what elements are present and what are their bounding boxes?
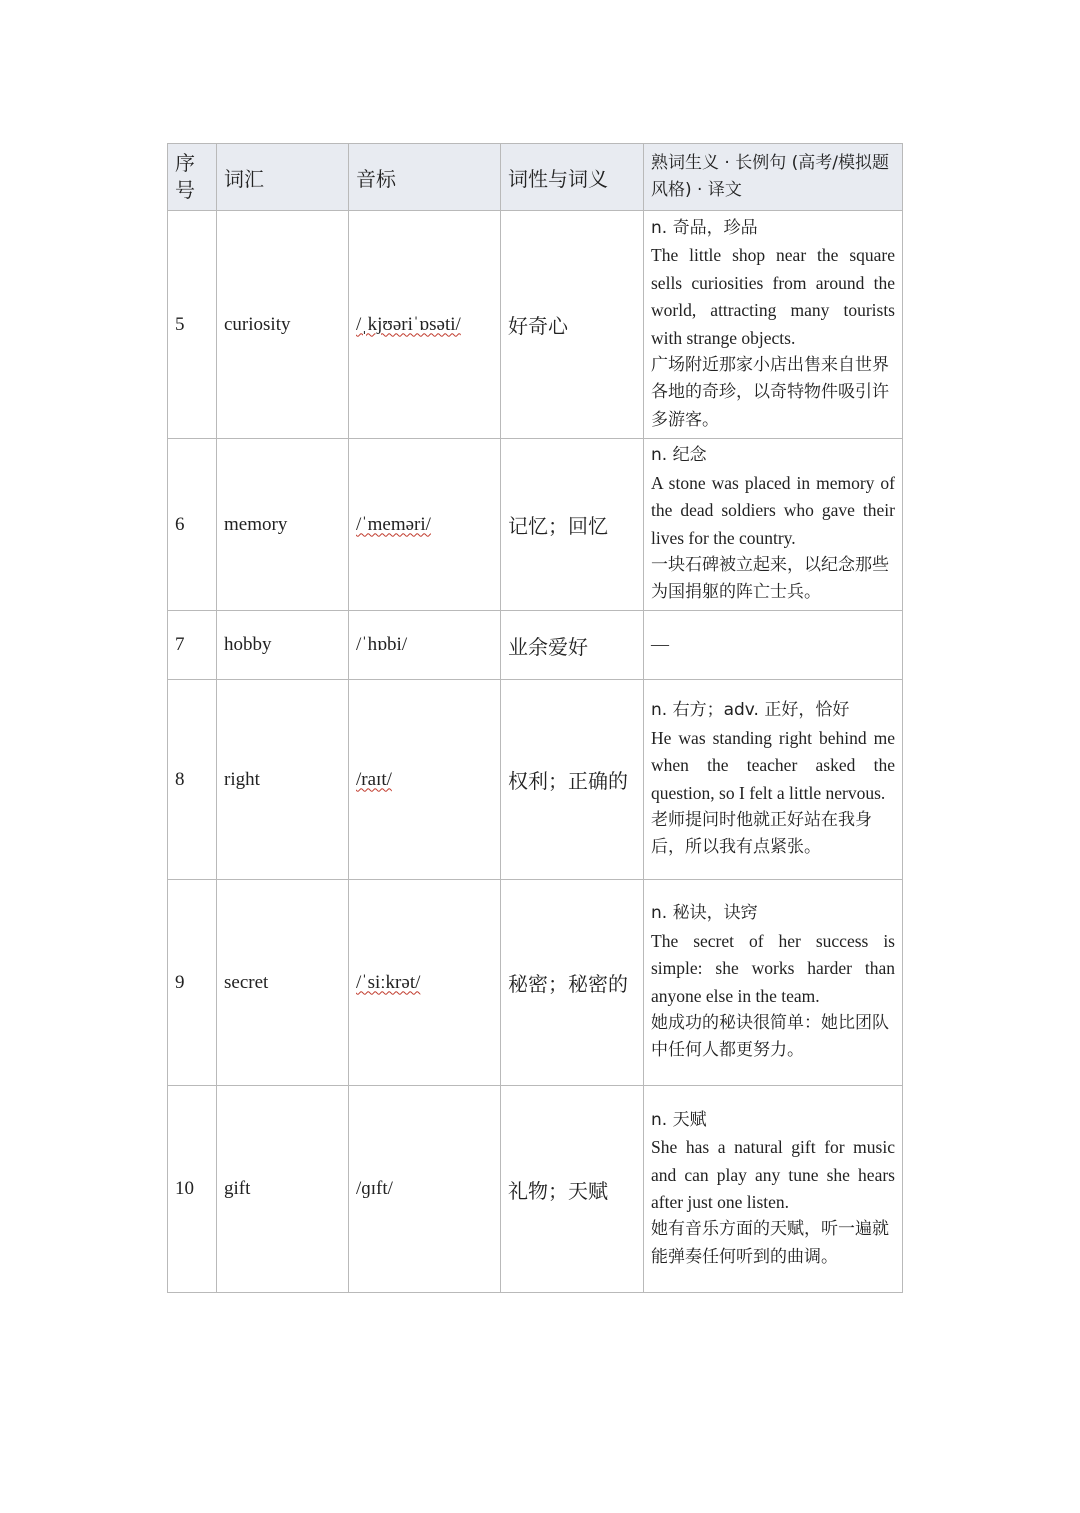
row-number: 10 bbox=[168, 1086, 217, 1293]
row-word: secret bbox=[217, 880, 349, 1086]
row-word: gift bbox=[217, 1086, 349, 1293]
table-row bbox=[168, 211, 903, 439]
row-number: 8 bbox=[168, 680, 217, 880]
detail-pos: n. 右方；adv. 正好，恰好 bbox=[651, 700, 850, 721]
header-number: 序号 bbox=[168, 144, 217, 211]
row-word: curiosity bbox=[217, 211, 349, 439]
table-row bbox=[168, 1086, 903, 1293]
detail-translation-zh: 她有音乐方面的天赋，听一遍就能弹奏任何听到的曲调。 bbox=[651, 1219, 889, 1267]
row-number: 9 bbox=[168, 880, 217, 1086]
detail-pos: n. 秘诀，诀窍 bbox=[651, 903, 758, 924]
table-header-row bbox=[168, 144, 903, 211]
row-phonetic bbox=[349, 1086, 501, 1293]
phonetic-text: /ˈhɒbi/ bbox=[356, 634, 408, 655]
detail-example-en: The secret of her success is simple: she works harder than anyone else in the team. bbox=[651, 930, 895, 1006]
row-meaning: 秘密；秘密的 bbox=[501, 880, 644, 1086]
row-detail bbox=[644, 439, 903, 611]
detail-pos: n. 奇品，珍品 bbox=[651, 217, 758, 238]
row-phonetic bbox=[349, 211, 501, 439]
row-number: 6 bbox=[168, 439, 217, 611]
row-meaning: 业余爱好 bbox=[501, 611, 644, 680]
table-row bbox=[168, 880, 903, 1086]
detail-translation-zh: 老师提问时他就正好站在我身后，所以我有点紧张。 bbox=[651, 809, 872, 858]
table-row bbox=[168, 680, 903, 880]
detail-pos: n. 纪念 bbox=[651, 445, 707, 466]
row-detail bbox=[644, 880, 903, 1086]
vocabulary-table bbox=[167, 143, 903, 1293]
detail-translation-zh: 她成功的秘诀很简单：她比团队中任何人都更努力。 bbox=[651, 1012, 889, 1061]
detail-example-en: He was standing right behind me when the teacher asked the question, so I felt a little nervous. bbox=[651, 727, 895, 803]
row-meaning: 礼物；天赋 bbox=[501, 1086, 644, 1293]
phonetic-text: /ˈmeməri/ bbox=[356, 513, 431, 535]
phonetic-text: /ˌkjʊəriˈɒsəti/ bbox=[356, 313, 461, 335]
row-word: right bbox=[217, 680, 349, 880]
row-detail bbox=[644, 211, 903, 439]
detail-example-en: A stone was placed in memory of the dead soldiers who gave their lives for the country. bbox=[651, 472, 895, 548]
detail-pos: n. 天赋 bbox=[651, 1109, 707, 1130]
row-word: memory bbox=[217, 439, 349, 611]
phonetic-text: /raɪt/ bbox=[356, 768, 392, 790]
row-detail bbox=[644, 611, 903, 680]
detail-example-en: She has a natural gift for music and can play any tune she hears after just one listen. bbox=[651, 1137, 895, 1212]
row-meaning: 好奇心 bbox=[501, 211, 644, 439]
row-phonetic bbox=[349, 880, 501, 1086]
phonetic-text: /ˈsiːkrət/ bbox=[356, 971, 421, 993]
table-row bbox=[168, 611, 903, 680]
row-phonetic bbox=[349, 680, 501, 880]
phonetic-text: /ɡɪft/ bbox=[356, 1178, 393, 1199]
row-phonetic bbox=[349, 439, 501, 611]
row-number: 5 bbox=[168, 211, 217, 439]
row-word: hobby bbox=[217, 611, 349, 680]
header-detail: 熟词生义 · 长例句 (高考/模拟题风格) · 译文 bbox=[644, 144, 903, 211]
row-detail bbox=[644, 680, 903, 880]
row-detail bbox=[644, 1086, 903, 1293]
header-meaning: 词性与词义 bbox=[501, 144, 644, 211]
detail-translation-zh: 一块石碑被立起来，以纪念那些为国捐躯的阵亡士兵。 bbox=[651, 554, 889, 603]
header-word: 词汇 bbox=[217, 144, 349, 211]
detail-translation-zh: 广场附近那家小店出售来自世界各地的奇珍，以奇特物件吸引许多游客。 bbox=[651, 354, 889, 430]
row-meaning: 权利；正确的 bbox=[501, 680, 644, 880]
detail-empty-dash: — bbox=[651, 633, 669, 654]
row-phonetic bbox=[349, 611, 501, 680]
detail-example-en: The little shop near the square sells curiosities from around the world, attracting many tourists with strange objects. bbox=[651, 245, 895, 348]
table-row bbox=[168, 439, 903, 611]
header-phonetic: 音标 bbox=[349, 144, 501, 211]
row-meaning: 记忆；回忆 bbox=[501, 439, 644, 611]
row-number: 7 bbox=[168, 611, 217, 680]
